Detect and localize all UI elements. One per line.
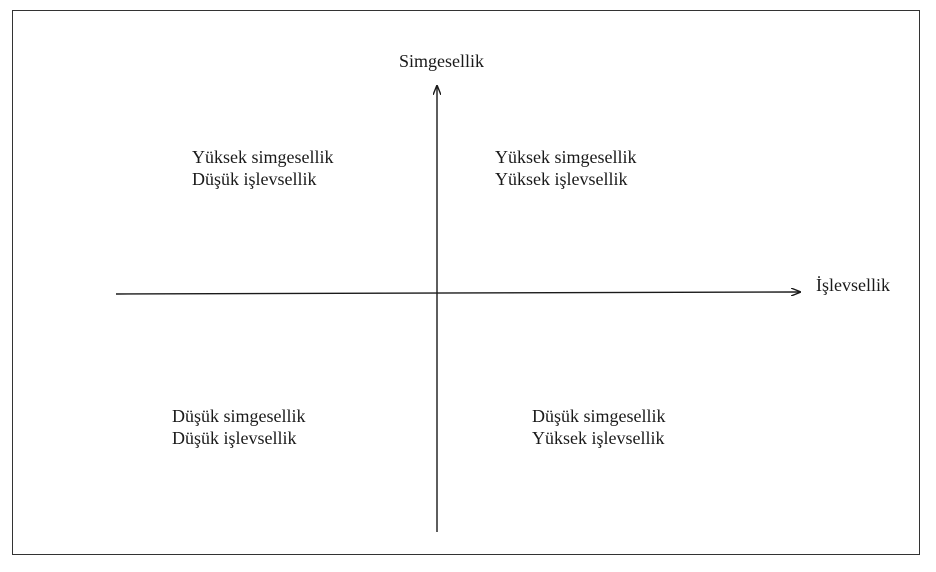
horizontal-axis-label: İşlevsellik xyxy=(816,275,890,295)
quadrant-top-left xyxy=(192,146,334,190)
quadrant-bottom-right-line2: Yüksek işlevsellik xyxy=(532,428,665,448)
quadrant-top-right-line1: Yüksek simgesellik xyxy=(495,147,637,167)
horizontal-axis xyxy=(116,292,800,294)
quadrant-bottom-right-line1: Düşük simgesellik xyxy=(532,406,666,426)
quadrant-top-left-line2: Düşük işlevsellik xyxy=(192,169,317,189)
quadrant-bottom-left-line1: Düşük simgesellik xyxy=(172,406,306,426)
quadrant-top-right-line2: Yüksek işlevsellik xyxy=(495,169,628,189)
quadrant-top-right xyxy=(495,146,637,190)
vertical-axis-label: Simgesellik xyxy=(399,51,484,71)
quadrant-bottom-right xyxy=(532,405,666,449)
quadrant-bottom-left xyxy=(172,405,306,449)
quadrant-top-left-line1: Yüksek simgesellik xyxy=(192,147,334,167)
quadrant-bottom-left-line2: Düşük işlevsellik xyxy=(172,428,297,448)
